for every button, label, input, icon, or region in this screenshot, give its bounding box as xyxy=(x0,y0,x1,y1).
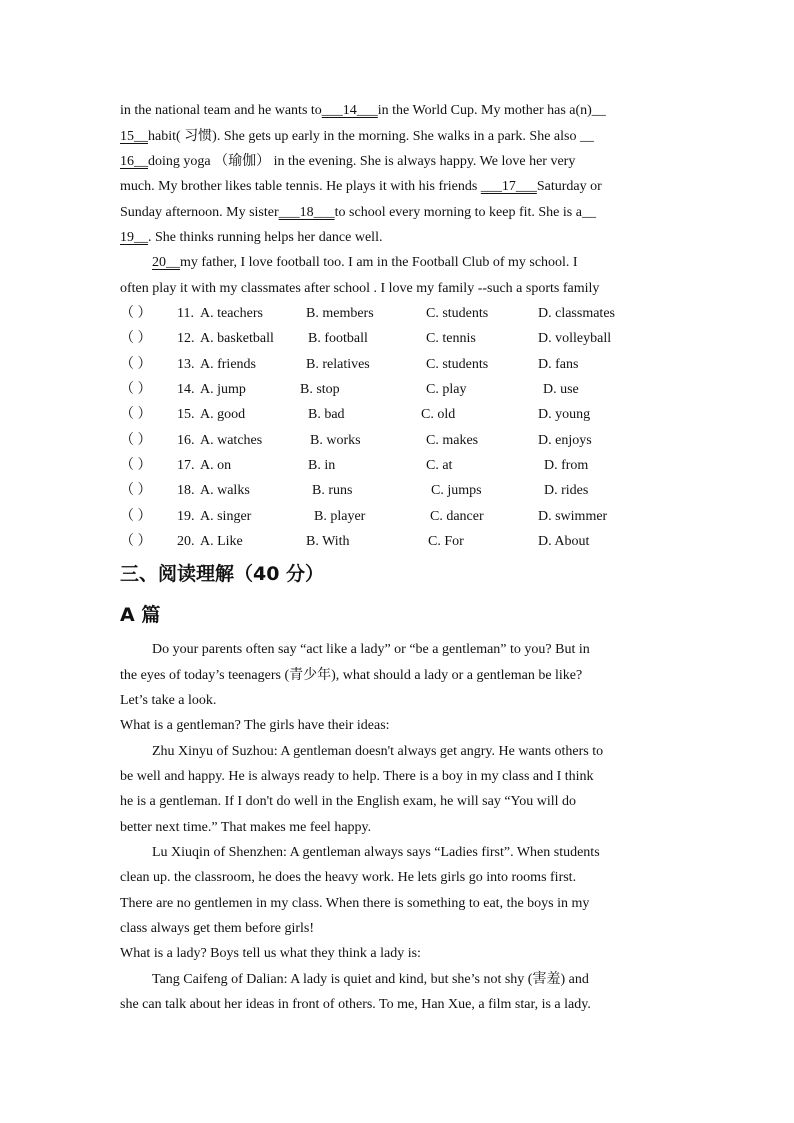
option-c[interactable]: C. students xyxy=(426,357,489,372)
reading-line: What is a gentleman? The girls have their ideas: xyxy=(120,718,390,733)
option-d[interactable]: D. volleyball xyxy=(538,331,612,346)
passage-line-2: 15__habit( 习惯). She gets up early in the morning. She walks in a park. She also __ xyxy=(120,129,594,144)
answer-bracket[interactable]: （ ） xyxy=(120,331,152,346)
question-number: 16. xyxy=(177,433,195,448)
section-title: 三、阅读理解（40 分） xyxy=(120,563,325,585)
option-b[interactable]: B. works xyxy=(310,433,361,448)
answer-bracket[interactable]: （ ） xyxy=(120,357,152,372)
answer-bracket[interactable]: （ ） xyxy=(120,509,152,524)
question-number: 20. xyxy=(177,534,195,549)
answer-bracket[interactable]: （ ） xyxy=(120,458,152,473)
option-c[interactable]: C. old xyxy=(421,407,456,422)
reading-line: There are no gentlemen in my class. When there is something to eat, the boys in my xyxy=(120,896,590,911)
blank-18[interactable]: ___18___ xyxy=(278,205,335,220)
option-b[interactable]: B. members xyxy=(306,306,374,321)
question-number: 17. xyxy=(177,458,195,473)
option-c[interactable]: C. at xyxy=(426,458,453,473)
question-number: 18. xyxy=(177,483,195,498)
reading-line: the eyes of today’s teenagers (青少年), what should a lady or a gentleman be like? xyxy=(120,668,583,683)
option-a[interactable]: A. basketball xyxy=(200,331,274,346)
option-c[interactable]: C. tennis xyxy=(426,331,476,346)
option-c[interactable]: C. For xyxy=(428,534,464,549)
blank-14[interactable]: ___14___ xyxy=(321,103,378,118)
reading-line: Tang Caifeng of Dalian: A lady is quiet and kind, but she’s not shy (害羞) and xyxy=(152,972,589,987)
option-a[interactable]: A. Like xyxy=(200,534,243,549)
reading-line: What is a lady? Boys tell us what they think a lady is: xyxy=(120,946,421,961)
option-c[interactable]: C. students xyxy=(426,306,489,321)
option-b[interactable]: B. in xyxy=(308,458,336,473)
option-b[interactable]: B. With xyxy=(306,534,350,549)
reading-line: Do your parents often say “act like a lady” or “be a gentleman” to you? But in xyxy=(152,642,590,657)
passage-line-7: 20__my father, I love football too. I am in the Football Club of my school. I xyxy=(152,255,578,270)
answer-bracket[interactable]: （ ） xyxy=(120,306,152,321)
reading-line: class always get them before girls! xyxy=(120,921,314,936)
option-d[interactable]: D. rides xyxy=(544,483,589,498)
option-c[interactable]: C. jumps xyxy=(431,483,482,498)
answer-bracket[interactable]: （ ） xyxy=(120,433,152,448)
reading-line: Let’s take a look. xyxy=(120,693,217,708)
option-a[interactable]: A. jump xyxy=(200,382,246,397)
blank-17[interactable]: ___17___ xyxy=(480,179,537,194)
option-d[interactable]: D. classmates xyxy=(538,306,615,321)
answer-bracket[interactable]: （ ） xyxy=(120,407,152,422)
option-a[interactable]: A. friends xyxy=(200,357,256,372)
option-a[interactable]: A. watches xyxy=(200,433,263,448)
reading-line: better next time.” That makes me feel happy. xyxy=(120,820,372,835)
reading-line: she can talk about her ideas in front of others. To me, Han Xue, a film star, is a lady. xyxy=(120,997,591,1012)
passage-line-6: 19__. She thinks running helps her dance well. xyxy=(120,230,383,245)
blank-19[interactable]: 19__ xyxy=(120,230,148,245)
answer-bracket[interactable]: （ ） xyxy=(120,483,152,498)
option-a[interactable]: A. on xyxy=(200,458,232,473)
question-number: 11. xyxy=(177,306,194,321)
question-number: 15. xyxy=(177,407,195,422)
passage-line-8: often play it with my classmates after school . I love my family --such a sports family xyxy=(120,281,600,296)
passage-line-3: 16__doing yoga （瑜伽） in the evening. She is always happy. We love her very xyxy=(120,154,576,169)
option-d[interactable]: D. fans xyxy=(538,357,579,372)
question-number: 12. xyxy=(177,331,195,346)
option-b[interactable]: B. football xyxy=(308,331,368,346)
reading-line: Zhu Xinyu of Suzhou: A gentleman doesn't always get angry. He wants others to xyxy=(152,744,604,759)
option-d[interactable]: D. young xyxy=(538,407,591,422)
answer-bracket[interactable]: （ ） xyxy=(120,534,152,549)
option-b[interactable]: B. bad xyxy=(308,407,345,422)
reading-line: he is a gentleman. If I don't do well in the English exam, he will say “You will do xyxy=(120,794,577,809)
passage-line-5: Sunday afternoon. My sister___18___to school every morning to keep fit. She is a__ xyxy=(120,205,596,220)
option-b[interactable]: B. relatives xyxy=(306,357,370,372)
passage-line-1: in the national team and he wants to___14___in the World Cup. My mother has a(n)__ xyxy=(120,103,606,118)
blank-16[interactable]: 16__ xyxy=(120,154,148,169)
option-b[interactable]: B. player xyxy=(314,509,366,524)
option-c[interactable]: C. dancer xyxy=(430,509,484,524)
reading-line: Lu Xiuqin of Shenzhen: A gentleman always says “Ladies first”. When students xyxy=(152,845,600,860)
question-number: 19. xyxy=(177,509,195,524)
option-b[interactable]: B. stop xyxy=(300,382,340,397)
reading-line: clean up. the classroom, he does the heavy work. He lets girls go into rooms first. xyxy=(120,870,577,885)
option-c[interactable]: C. play xyxy=(426,382,467,397)
part-title: A 篇 xyxy=(120,604,161,626)
reading-line: be well and happy. He is always ready to help. There is a boy in my class and I think xyxy=(120,769,594,784)
option-d[interactable]: D. About xyxy=(538,534,590,549)
option-a[interactable]: A. teachers xyxy=(200,306,263,321)
option-c[interactable]: C. makes xyxy=(426,433,479,448)
blank-20[interactable]: 20__ xyxy=(152,255,180,270)
passage-line-4: much. My brother likes table tennis. He plays it with his friends ___17___Saturday or xyxy=(120,179,602,194)
option-d[interactable]: D. swimmer xyxy=(538,509,608,524)
option-a[interactable]: A. good xyxy=(200,407,246,422)
option-d[interactable]: D. enjoys xyxy=(538,433,592,448)
option-a[interactable]: A. walks xyxy=(200,483,250,498)
answer-bracket[interactable]: （ ） xyxy=(120,382,152,397)
option-b[interactable]: B. runs xyxy=(312,483,353,498)
option-a[interactable]: A. singer xyxy=(200,509,252,524)
question-number: 14. xyxy=(177,382,195,397)
option-d[interactable]: D. use xyxy=(543,382,579,397)
option-d[interactable]: D. from xyxy=(544,458,589,473)
question-number: 13. xyxy=(177,357,195,372)
blank-15[interactable]: 15__ xyxy=(120,129,148,144)
